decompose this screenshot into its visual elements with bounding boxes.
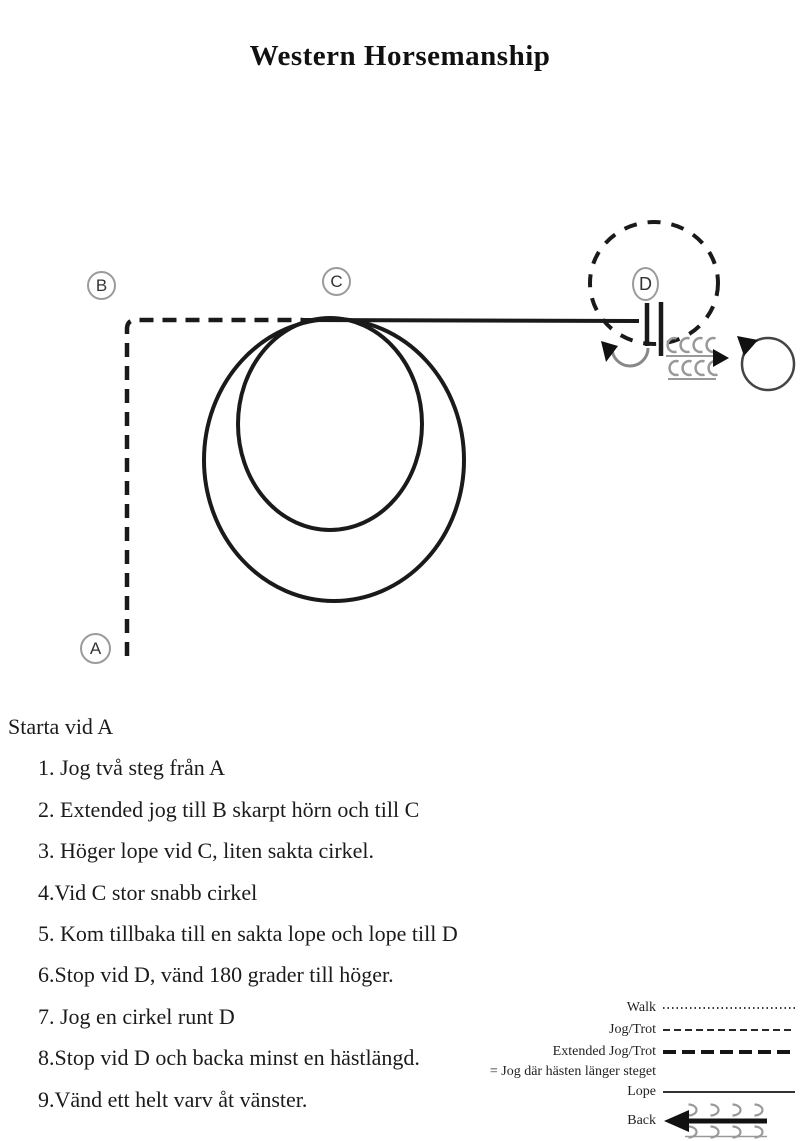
jog-extended-jog-path <box>127 320 303 656</box>
instruction-item: 5. Kom tillbaka till en sakta lope och lope till D <box>38 921 458 947</box>
legend-row-jog-trot <box>473 1019 798 1041</box>
gait-legend <box>473 997 798 1139</box>
page-title: Western Horsemanship <box>249 40 551 72</box>
extended-jog-trot-line-sample <box>663 1050 795 1054</box>
instruction-item: 1. Jog två steg från A <box>38 755 225 781</box>
instruction-item: 2. Extended jog till B skarpt hörn och till C <box>38 796 420 822</box>
small-slow-circle <box>238 318 422 530</box>
marker-c <box>322 267 351 296</box>
legend-row-lope <box>473 1081 798 1103</box>
walk-line-sample <box>663 1007 795 1009</box>
legend-note: = Jog där hästen länger steget <box>489 1064 656 1079</box>
back-hoofprints-icon <box>666 338 729 379</box>
lope-line-sample <box>663 1091 795 1094</box>
legend-label: Walk <box>626 1000 656 1015</box>
marker-b-label: B <box>95 275 108 295</box>
stop-bars-icon <box>647 302 661 356</box>
marker-d-label: D <box>639 273 652 294</box>
instruction-item: 6.Stop vid D, vänd 180 grader till höger. <box>38 962 394 988</box>
legend-label: Jog/Trot <box>609 1022 656 1037</box>
instruction-item: 8.Stop vid D och backa minst en hästlängd. <box>38 1045 420 1071</box>
u-turn-180-icon <box>601 341 648 366</box>
full-turn-left-icon <box>737 336 794 390</box>
marker-a <box>80 633 111 664</box>
legend-label: Lope <box>627 1084 656 1099</box>
marker-b <box>87 271 116 300</box>
legend-row-back <box>473 1103 798 1139</box>
marker-d <box>632 267 659 301</box>
marker-a-label: A <box>89 638 102 658</box>
legend-label: Back <box>627 1113 656 1128</box>
instructions-intro: Starta vid A <box>8 714 114 739</box>
instruction-item: 7. Jog en cirkel runt D <box>38 1003 235 1029</box>
instruction-item: 4.Vid C stor snabb cirkel <box>38 879 258 905</box>
jog-trot-line-sample <box>663 1029 795 1032</box>
legend-row-extended-jog-trot <box>473 1041 798 1063</box>
instruction-item: 3. Höger lope vid C, liten sakta cirkel. <box>38 838 375 864</box>
marker-c-label: C <box>330 271 343 291</box>
legend-label: Extended Jog/Trot <box>552 1044 656 1059</box>
instruction-item: 9.Vänd ett helt varv åt vänster. <box>38 1086 308 1112</box>
legend-row-walk <box>473 997 798 1019</box>
back-hoofprints-icon <box>663 1103 798 1139</box>
legend-note-row <box>473 1063 798 1081</box>
